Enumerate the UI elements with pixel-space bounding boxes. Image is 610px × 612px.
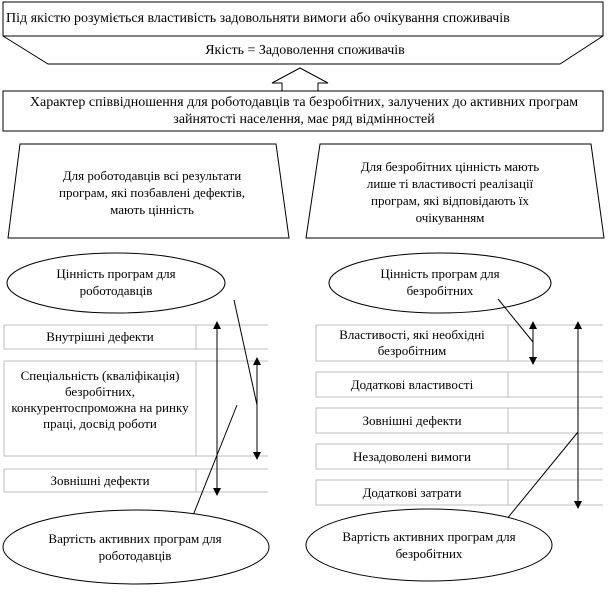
unemployed-item-additional-properties: Додаткові властивості bbox=[350, 376, 474, 392]
employers-item-external-defects: Зовнішні дефекти bbox=[50, 472, 150, 488]
relation-text: Характер співвідношення для роботодавців та безробітних, залучених до активних програм зайнятості населення, має ряд відмінностей bbox=[29, 95, 579, 127]
unemployed-item-unmet-requirements: Незадоволені вимоги bbox=[353, 448, 471, 464]
unemployed-item-needed-properties: Властивості, які необхідні безробітним bbox=[339, 327, 485, 358]
definition-text: Під якістю розуміється властивість задовольняти вимоги або очікування споживачів bbox=[6, 10, 510, 26]
employers-trapezoid-text: Для роботодавців всі результати програм, які позбавлені дефектів, мають цінність bbox=[58, 167, 246, 217]
employers-value-text: Цінність програм для роботодавців bbox=[56, 266, 176, 298]
employers-value-connector bbox=[234, 300, 257, 405]
unemployed-cost-text: Вартість активних програм для безробітних bbox=[342, 529, 516, 561]
up-arrow-shape bbox=[272, 68, 328, 91]
employers-cost-connector bbox=[188, 405, 237, 528]
unemployed-value-text: Цінність програм для безробітних bbox=[380, 266, 500, 298]
unemployed-trapezoid-text: Для безробітних цінність мають лише ті властивості реалізації програм, які відповідають їх очікуванням bbox=[360, 159, 540, 225]
quality-formula: Якість = Задоволення споживачів bbox=[205, 42, 405, 58]
unemployed-item-external-defects: Зовнішні дефекти bbox=[362, 412, 462, 428]
employers-cost-text: Вартість активних програм для роботодавців bbox=[48, 531, 222, 563]
unemployed-item-additional-costs: Додаткові затрати bbox=[362, 484, 462, 500]
unemployed-cost-connector bbox=[506, 432, 578, 520]
employers-item-specialty: Спеціальність (кваліфікація) безробітних, конкурентоспроможна на ринку праці, досвід роботи bbox=[11, 368, 189, 431]
employers-item-internal-defects: Внутрішні дефекти bbox=[46, 329, 154, 344]
